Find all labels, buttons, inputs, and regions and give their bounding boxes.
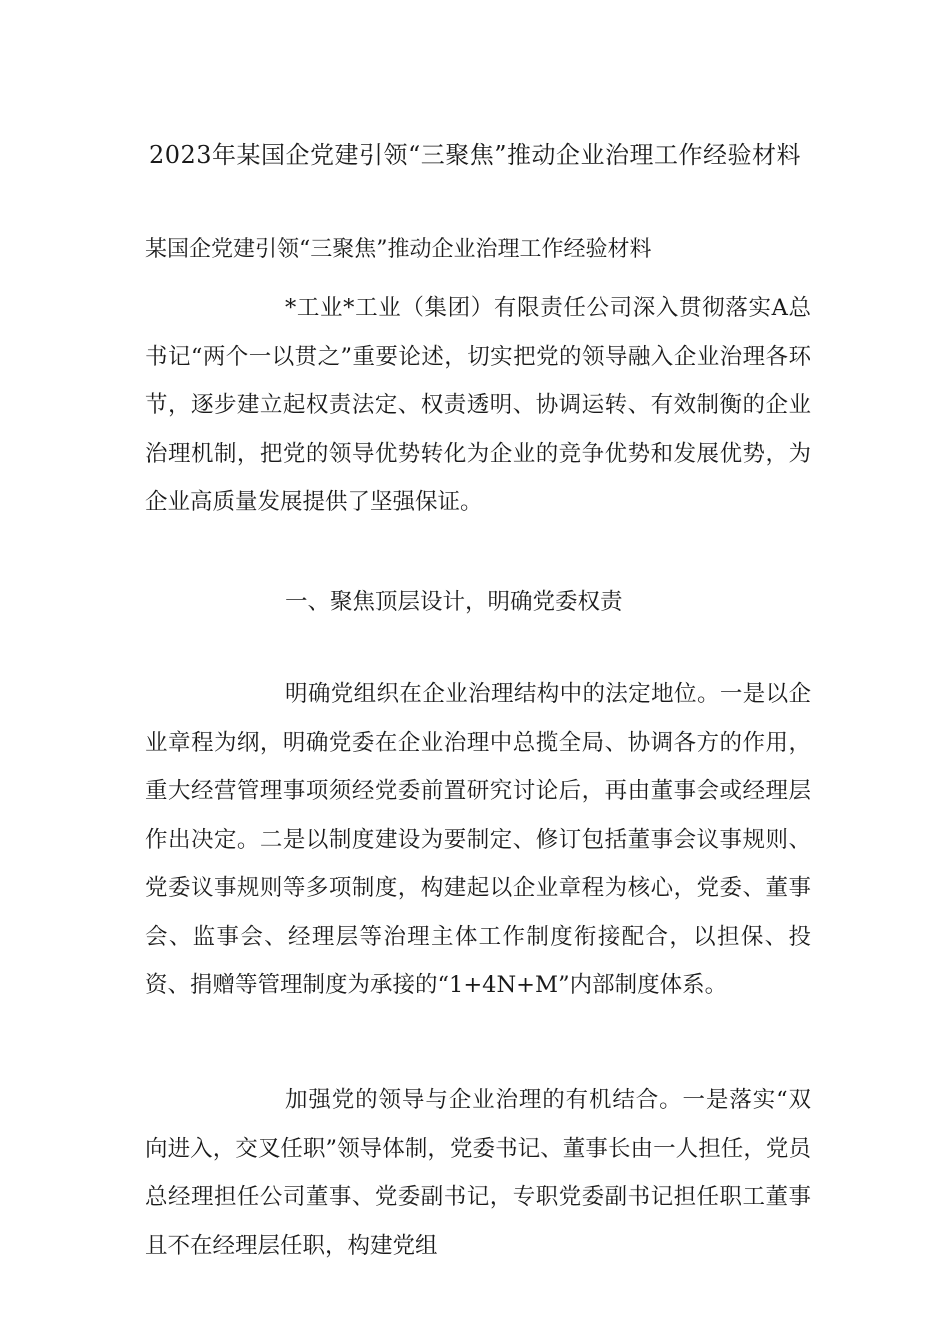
paragraph-intro: *工业*工业（集团）有限责任公司深入贯彻落实A总书记“两个一以贯之”重要论述，切实把党的领导融入企业治理各环节，逐步建立起权责法定、权责透明、协调运转、有效制衡的企业治理机制，把党的领导优势转化为企业的竞争优势和发展优势，为企业高质量发展提供了坚强保证。: [145, 295, 811, 515]
document-title: 2023年某国企党建引领“三聚焦”推动企业治理工作经验材料: [148, 141, 802, 169]
paragraph-leadership-integration: 加强党的领导与企业治理的有机结合。一是落实“双向进入，交叉任职”领导体制，党委书记、董事长由一人担任，党员总经理担任公司董事、党委副书记，专职党委副书记担任职工董事且不在经理层任职，构建党组: [145, 1087, 811, 1259]
paragraph-legal-status: 明确党组织在企业治理结构中的法定地位。一是以企业章程为纲，明确党委在企业治理中总揽全局、协调各方的作用，重大经营管理事项须经党委前置研究讨论后，再由董事会或经理层作出决定。二是以制度建设为要制定、修订包括董事会议事规则、党委议事规则等多项制度，构建起以企业章程为核心，党委、董事会、监事会、经理层等治理主体工作制度衔接配合，以担保、投资、捐赠等管理制度为承接的“1+4N+M”内部制度体系。: [145, 681, 811, 998]
document-subtitle: 某国企党建引领“三聚焦”推动企业治理工作经验材料: [145, 237, 652, 262]
section-heading: 一、聚焦顶层设计，明确党委权责: [285, 589, 623, 615]
